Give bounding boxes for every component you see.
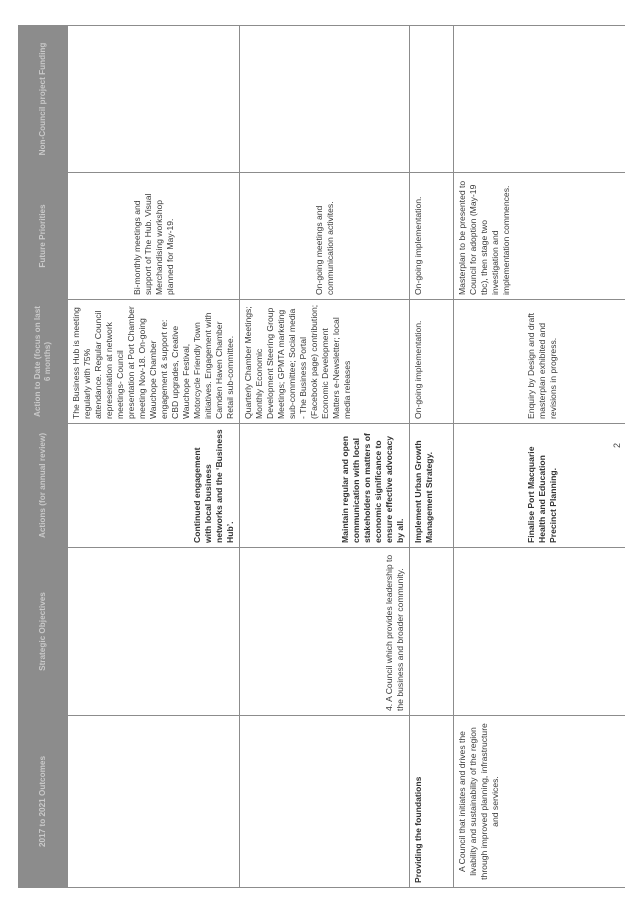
header-funding: Non-Council project Funding: [19, 26, 68, 173]
table-row: [454, 26, 625, 888]
cell-future: Masterplan to be presented to Council for adoption (May-19 tbc), then stage two investigation and implementation commences.: [454, 173, 625, 300]
cell-funding: [68, 26, 240, 173]
cell-action-to-date: Enquiry by Design and draft masterplan exhibited and revisions in progress.: [454, 300, 625, 424]
cell-action: Maintain regular and open communication with local stakeholders on matters of economic significance to ensure effective advocacy by all.: [240, 424, 410, 548]
cell-future: Bi-monthly meetings and support of The Hub. Visual Merchandising workshop planned for May-19.: [68, 173, 240, 300]
cell-outcome-heading: Providing the foundations: [410, 716, 454, 888]
cell-outcome: [68, 716, 240, 888]
cell-funding: [410, 26, 454, 173]
cell-action: Continued engagement with local business networks and the ‘Business Hub’.: [68, 424, 240, 548]
table-header-row: [19, 26, 68, 888]
cell-funding: [240, 26, 410, 173]
cell-objective: [454, 548, 625, 716]
cell-future: On-going implementation.: [410, 173, 454, 300]
table-row: [410, 26, 454, 888]
action-plan-table: [18, 25, 625, 888]
table-row: [68, 26, 240, 888]
page-number: 2: [612, 442, 622, 448]
cell-action-to-date: On-going implementation.: [410, 300, 454, 424]
cell-objective: [410, 548, 454, 716]
cell-action-to-date: The Business Hub is meeting regularly with 75% attendance. Regular Council representation at network meetings- Council presentation at Port Chamber meeting Nov-18. On-going Wauchope Chamber engagement & support re: CBD upgrades, Creative Wauchope Festival, Motorcycle Friendly Town initiatives. Engagement with Camden Haven Chamber Retail sub-committee.: [68, 300, 240, 424]
header-action-to-date: Action to Date (focus on last 6 months): [19, 300, 68, 424]
header-actions: Actions (for annual review): [19, 424, 68, 548]
cell-outcome: A Council that initiates and drives the livability and sustainability of the region through improved planning, infrastructure and services.: [454, 716, 625, 888]
cell-objective: 4. A Council which provides leadership to the business and broader community.: [240, 548, 410, 716]
cell-action: Implement Urban Growth Management Strategy.: [410, 424, 454, 548]
cell-future: On-going meetings and communication activites.: [240, 173, 410, 300]
rotated-table-container: [18, 26, 575, 888]
cell-outcome: [240, 716, 410, 888]
header-future-priorities: Future Priorities: [19, 173, 68, 300]
table-row: [240, 26, 410, 888]
cell-objective: [68, 548, 240, 716]
header-objectives: Strategic Objectives: [19, 548, 68, 716]
header-outcomes: 2017 to 2021 Outcomes: [19, 716, 68, 888]
cell-action: Finalise Port Macquarie Health and Education Precinct Planning.: [454, 424, 625, 548]
cell-action-to-date: Quarterly Chamber Meetings; Monthly Economic Development Steering Group Meetings; GPMTA marketing sub-committee; Social media - The Business Portal (Facebook page) contribution; Economic Development Matters e-Newsletter; local media releases: [240, 300, 410, 424]
cell-funding: [454, 26, 625, 173]
